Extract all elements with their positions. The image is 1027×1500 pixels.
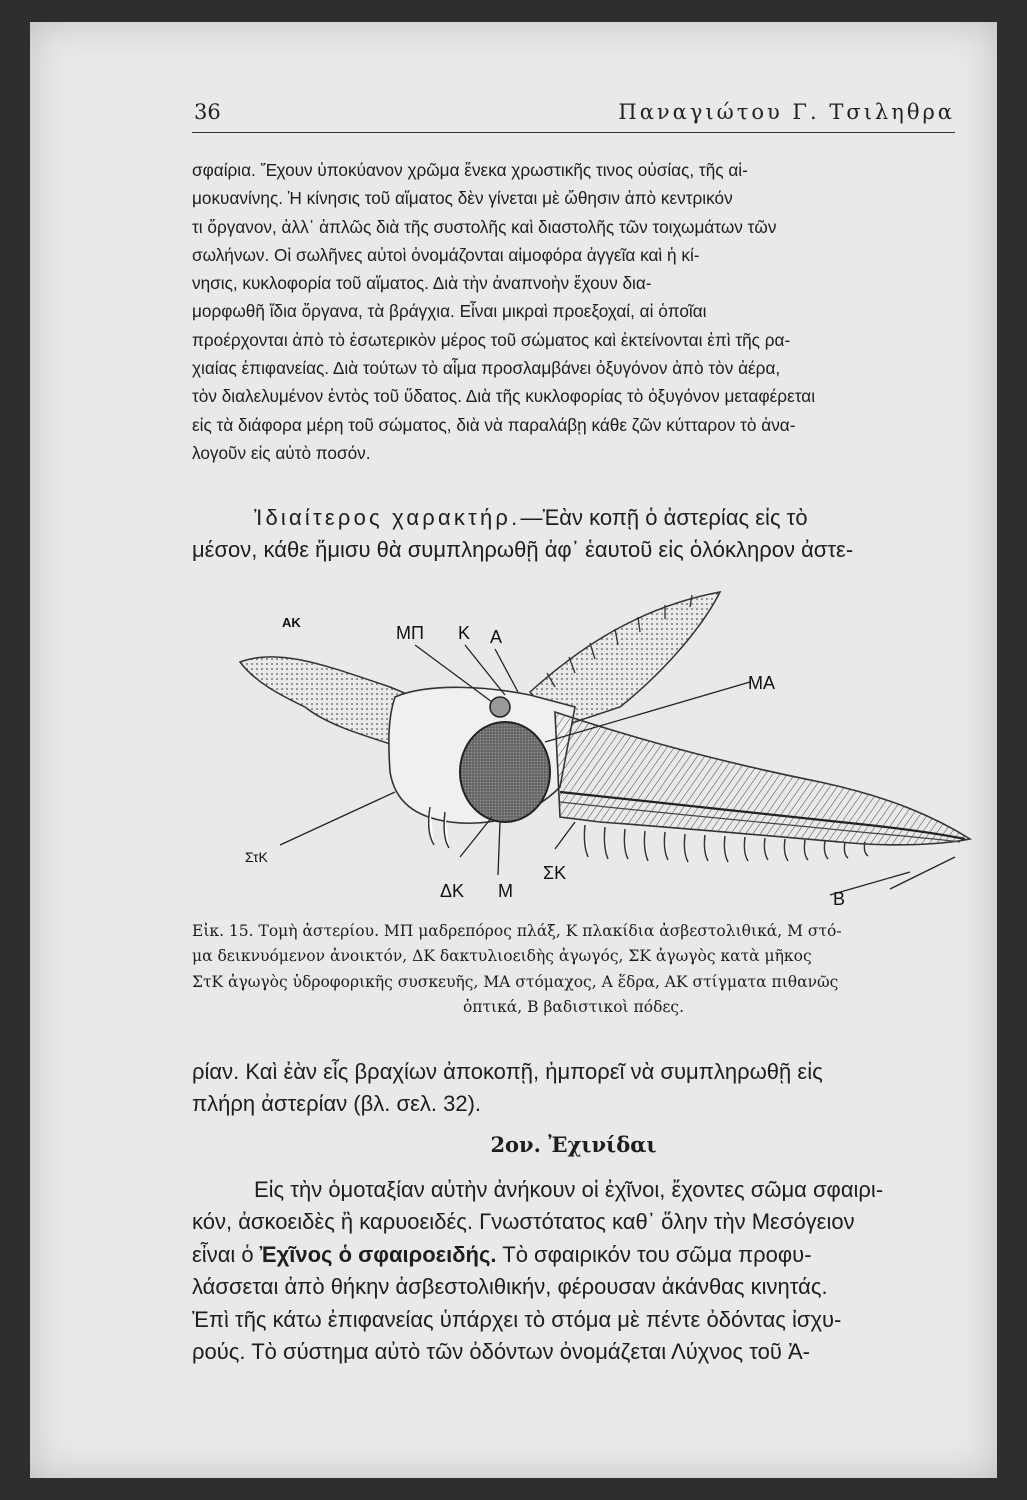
section-heading: 2ον. Ἐχινίδαι <box>490 1132 657 1157</box>
text-run: Τὸ σφαιρικόν του σῶμα προφυ- <box>502 1241 812 1267</box>
label-mp: ΜΠ <box>396 623 424 643</box>
label-a: Α <box>490 627 503 647</box>
figure-caption <box>192 919 955 1021</box>
label-b: Β <box>833 889 846 909</box>
text-line: Εἰς τὴν ὁμοταξίαν αὐτὴν ἀνήκουν οἱ ἐχῖνοι, ἔχοντες σῶμα σφαιρι- <box>254 1177 884 1202</box>
paragraph-regeneration <box>192 502 955 567</box>
text-line: σφαίρια. Ἔχουν ὑποκύανον χρῶμα ἕνεκα χρωστικῆς τινος οὐσίας, τῆς αἱ- <box>192 160 748 180</box>
text-line: Ἐπὶ τῆς κάτω ἐπιφανείας ὑπάρχει τὸ στόμα μὲ πέντε ὀδόντας ἰσχυ- <box>192 1306 842 1332</box>
label-m: Μ <box>498 881 513 901</box>
text-line: λάσσεται ἀπὸ θήκην ἀσβεστολιθικήν, φέρουσαν ἀκάνθας κινητάς. <box>192 1274 828 1300</box>
figure-starfish-section <box>200 577 985 922</box>
caption-line: ὀπτικά, Β βαδιστικοὶ πόδες. <box>462 998 685 1017</box>
paragraph-circulation <box>192 156 955 467</box>
caption-line: Εἰκ. 15. Τομὴ ἀστερίου. ΜΠ μαδρεπόρος πλάξ, Κ πλακίδια ἀσβεστολιθικά, Μ στό- <box>192 922 842 940</box>
starfish-section-drawing <box>200 577 985 922</box>
species-name: Ἐχῖνος ὁ σφαιροειδής. <box>259 1241 497 1267</box>
text-line <box>192 502 955 534</box>
label-sk: ΣΚ <box>543 863 567 883</box>
paragraph-echinoids <box>192 1174 955 1368</box>
label-ak: ΑΚ <box>282 615 301 630</box>
text-line: νησις, κυκλοφορία τοῦ αἵματος. Διὰ τὴν ἀναπνοὴν ἔχουν δια- <box>192 273 652 294</box>
text-line: προέρχονται ἀπὸ τὸ ἐσωτερικὸν μέρος τοῦ σώματος καὶ ἐκτείνονται ἐπὶ τῆς ρα- <box>192 329 791 350</box>
text-line: μοκυανίνης. Ἡ κίνησις τοῦ αἵματος δὲν γίνεται μὲ ὤθησιν ἀπὸ κεντρικόν <box>192 188 733 209</box>
label-k: Κ <box>458 623 471 643</box>
label-ma: ΜΑ <box>748 673 775 693</box>
text-line: ρίαν. Καὶ ἐὰν εἷς βραχίων ἀποκοπῇ, ἠμπορεῖ νὰ συμπληρωθῇ εἰς <box>192 1059 823 1084</box>
caption-line: ΣτΚ ἀγωγὸς ὑδροφορικῆς συσκευῆς, ΜΑ στόμαχος, Α ἕδρα, ΑΚ στίγματα πιθανῶς <box>192 972 839 991</box>
term-special-character: Ἰδιαίτερος χαρακτήρ. <box>254 505 521 530</box>
text-run: εἶναι ὁ <box>192 1241 254 1267</box>
paragraph-regeneration-cont <box>192 1056 955 1121</box>
text-run: —Ἐὰν κοπῇ ὁ ἀστερίας εἰς τὸ <box>520 505 808 530</box>
page-number: 36 <box>194 100 221 124</box>
text-line: τι ὄργανον, ἀλλ᾿ ἁπλῶς διὰ τῆς συστολῆς καὶ διαστολῆς τῶν τοιχωμάτων τῶν <box>192 216 777 237</box>
label-dk: ΔΚ <box>440 881 465 901</box>
long-arm <box>555 712 970 845</box>
book-page <box>30 22 997 1478</box>
madreporite <box>490 697 510 717</box>
text-line: εἰς τὰ διάφορα μέρη τοῦ σώματος, διὰ νὰ παραλάβῃ κάθε ζῶν κύτταρον τὸ ἀνα- <box>192 414 796 435</box>
text-line: μορφωθῆ ἴδια ὄργανα, τὰ βράγχια. Εἶναι μικραὶ προεξοχαί, αἱ ὁποῖαι <box>192 301 707 322</box>
text-line: λογοῦν εἰς αὐτὸ ποσόν. <box>192 442 371 463</box>
stomach-sphere <box>460 722 550 822</box>
text-line: ρούς. Τὸ σύστημα αὐτὸ τῶν ὀδόντων ὀνομάζεται Λύχνος τοῦ Ἀ- <box>192 1339 811 1365</box>
text-line: σωλήνων. Οἱ σωλῆνες αὐτοὶ ὀνομάζονται αἱμοφόρα ἀγγεῖα καὶ ἡ κί- <box>192 244 700 265</box>
header-rule <box>192 132 955 133</box>
text-line: πλήρη ἀστερίαν (βλ. σελ. 32). <box>192 1091 482 1117</box>
text-line: τὸν διαλελυμένον ἐντὸς τοῦ ὕδατος. Διὰ τῆς κυκλοφορίας τὸ ὀξυγόνον μεταφέρεται <box>192 386 816 407</box>
running-header-author: Παναγιώτου Γ. Τσιληθρα <box>618 100 955 124</box>
text-line <box>192 1239 955 1271</box>
label-stk: ΣτΚ <box>245 849 268 865</box>
text-line: κόν, ἀσκοειδὲς ἢ καρυοειδές. Γνωστότατος καθ᾿ ὅλην τὴν Μεσόγειον <box>192 1209 855 1235</box>
text-line: μέσον, κάθε ἥμισυ θὰ συμπληρωθῇ ἀφ᾿ ἑαυτοῦ εἰς ὁλόκληρον ἀστε- <box>192 537 854 563</box>
text-line: χιαίας ἐπιφανείας. Διὰ τούτων τὸ αἷμα προσλαμβάνει ὀξυγόνον ἀπὸ τὸν ἀέρα, <box>192 358 781 379</box>
caption-line: μα δεικνυόμενον ἀνοικτόν, ΔΚ δακτυλιοειδὴς ἀγωγός, ΣΚ ἀγωγὸς κατὰ μῆκος <box>192 947 812 966</box>
